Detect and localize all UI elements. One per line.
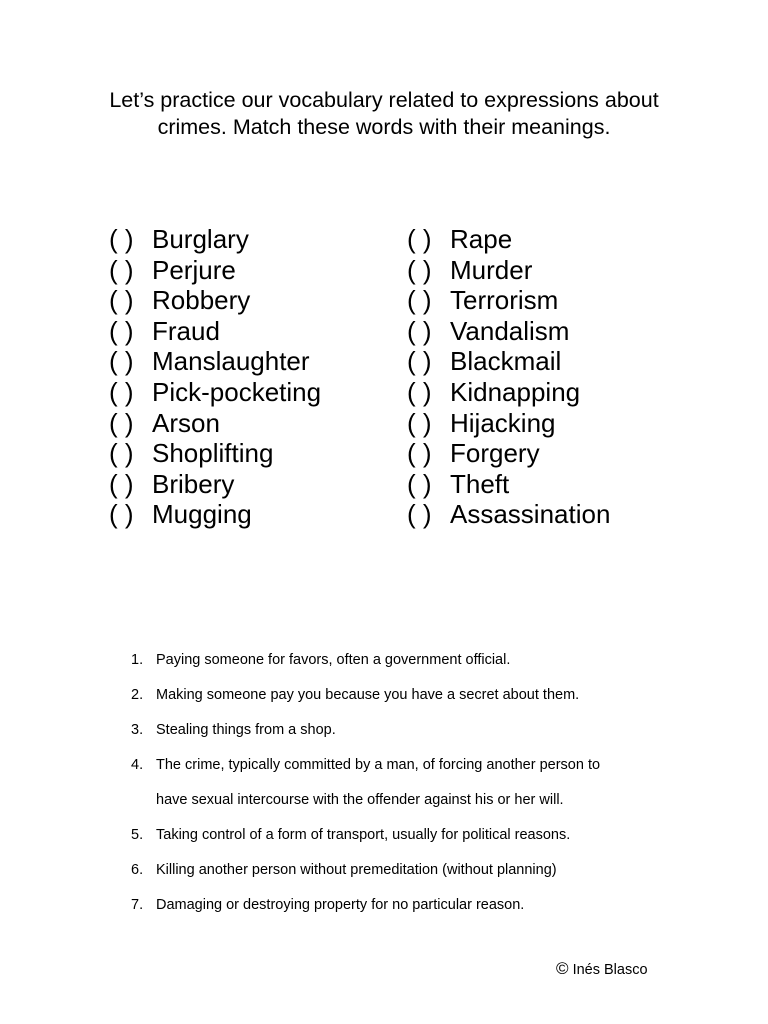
definition-number: 1. [131, 652, 144, 668]
definition-number: 7. [131, 897, 144, 913]
word-label: Kidnapping [450, 376, 581, 407]
word-label: Vandalism [450, 315, 570, 346]
word-label: Manslaughter [152, 346, 310, 377]
word-item [407, 499, 610, 530]
answer-blank[interactable]: ( ) [407, 285, 432, 316]
answer-blank[interactable]: ( ) [407, 499, 432, 530]
answer-blank[interactable]: ( ) [109, 407, 134, 438]
definition-text: have sexual intercourse with the offender against his or her will. [156, 792, 564, 808]
word-item [407, 346, 610, 377]
answer-blank[interactable]: ( ) [407, 376, 432, 407]
word-label: Terrorism [450, 285, 559, 316]
word-item [109, 255, 321, 286]
answer-blank[interactable]: ( ) [407, 468, 432, 499]
answer-blank[interactable]: ( ) [109, 376, 134, 407]
definition-text: Paying someone for favors, often a government official. [156, 652, 511, 668]
word-label: Hijacking [450, 407, 556, 438]
definition-item [131, 678, 691, 713]
left-word-list [109, 224, 321, 530]
definition-item [131, 748, 691, 783]
word-label: Pick-pocketing [152, 376, 322, 407]
word-item [109, 408, 321, 439]
definition-text: Making someone pay you because you have a secret about them. [156, 687, 580, 703]
word-item [407, 469, 610, 500]
answer-blank[interactable]: ( ) [109, 468, 134, 499]
word-label: Burglary [152, 224, 249, 254]
definition-item [131, 643, 691, 678]
word-label: Mugging [152, 499, 252, 530]
word-item [407, 285, 610, 316]
answer-blank[interactable]: ( ) [109, 346, 134, 377]
word-item [109, 224, 321, 255]
instructions-text: Let’s practice our vocabulary related to expressions about crimes. Match these words with their meanings. [109, 88, 659, 139]
word-label: Perjure [152, 254, 236, 285]
word-item [407, 438, 610, 469]
answer-blank[interactable]: ( ) [407, 407, 432, 438]
answer-blank[interactable]: ( ) [109, 224, 134, 254]
copyright-line [556, 959, 648, 979]
word-item [407, 316, 610, 347]
definition-number: 4. [131, 757, 144, 773]
definition-text: Killing another person without premeditation (without planning) [156, 862, 557, 878]
word-label: Forgery [450, 438, 540, 469]
definition-number: 5. [131, 827, 144, 843]
copyright-icon: © [556, 959, 569, 978]
word-label: Rape [450, 224, 513, 254]
word-item [109, 469, 321, 500]
definition-item [131, 818, 691, 853]
word-item [407, 377, 610, 408]
definition-item [131, 853, 691, 888]
definition-number [131, 783, 156, 818]
word-item [109, 316, 321, 347]
definition-text: Stealing things from a shop. [156, 722, 336, 738]
word-label: Robbery [152, 285, 251, 316]
definition-text: Taking control of a form of transport, usually for political reasons. [156, 827, 571, 843]
definition-number: 2. [131, 687, 144, 703]
answer-blank[interactable]: ( ) [407, 346, 432, 377]
answer-blank[interactable]: ( ) [407, 254, 432, 285]
definition-text: Damaging or destroying property for no particular reason. [156, 897, 525, 913]
word-label: Bribery [152, 468, 235, 499]
definition-item [131, 713, 691, 748]
definition-number: 6. [131, 862, 144, 878]
definition-item [131, 888, 691, 923]
definitions-list [131, 643, 691, 923]
word-label: Fraud [152, 315, 220, 346]
word-label: Arson [152, 407, 220, 438]
definition-number: 3. [131, 722, 144, 738]
word-item [109, 346, 321, 377]
answer-blank[interactable]: ( ) [109, 285, 134, 316]
word-label: Assassination [450, 499, 611, 530]
word-item [407, 408, 610, 439]
answer-blank[interactable]: ( ) [109, 499, 134, 530]
author-name: Inés Blasco [572, 962, 648, 978]
answer-blank[interactable]: ( ) [109, 315, 134, 346]
word-label: Murder [450, 254, 533, 285]
answer-blank[interactable]: ( ) [109, 254, 134, 285]
definition-text: The crime, typically committed by a man, of forcing another person to [156, 757, 601, 773]
definition-item [131, 783, 691, 818]
word-item [407, 255, 610, 286]
word-label: Theft [450, 468, 510, 499]
answer-blank[interactable]: ( ) [407, 315, 432, 346]
word-item [109, 438, 321, 469]
word-item [407, 224, 610, 255]
answer-blank[interactable]: ( ) [407, 438, 432, 469]
word-item [109, 285, 321, 316]
right-word-list [407, 224, 610, 530]
word-item [109, 377, 321, 408]
word-label: Blackmail [450, 346, 562, 377]
answer-blank[interactable]: ( ) [407, 224, 432, 254]
word-item [109, 499, 321, 530]
answer-blank[interactable]: ( ) [109, 438, 134, 469]
word-label: Shoplifting [152, 438, 274, 469]
